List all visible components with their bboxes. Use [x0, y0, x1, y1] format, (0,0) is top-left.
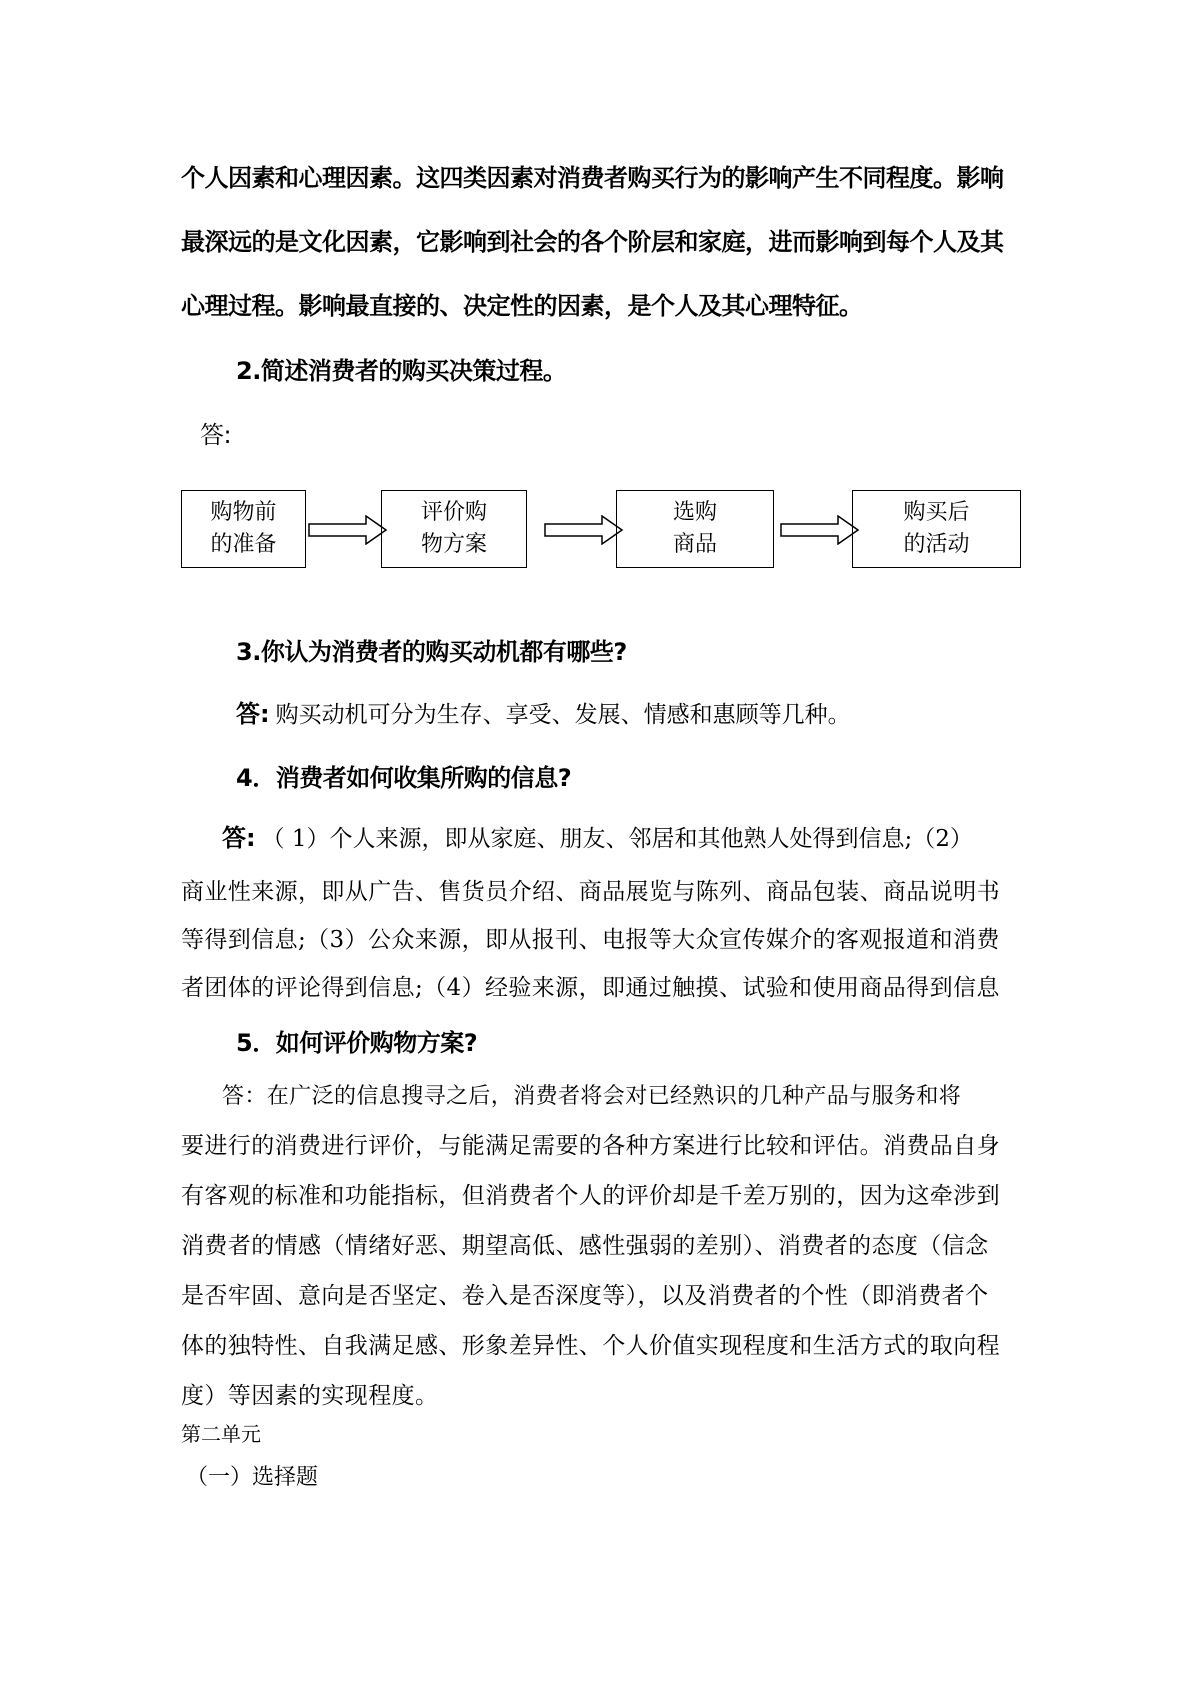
flow-step-label: 购买后 — [903, 500, 970, 525]
paragraph-line: 心理过程。影响最直接的、决定性的因素，是个人及其心理特征。 — [181, 292, 863, 320]
flow-step-label: 的活动 — [903, 532, 970, 557]
question-2-title: 2.简述消费者的购买决策过程。 — [236, 357, 567, 385]
answer-line: 度）等因素的实现程度。 — [181, 1383, 439, 1409]
flow-step-evaluate — [381, 490, 527, 568]
answer-line: 消费者的情感（情绪好恶、期望高低、感性强弱的差别）、消费者的态度（信念 — [181, 1233, 989, 1259]
answer-line: 要进行的消费进行评价，与能满足需要的各种方案进行比较和评估。消费品自身 — [181, 1133, 1000, 1159]
answer-text: （ 1）个人来源，即从家庭、朋友、邻居和其他熟人处得到信息;（2） — [261, 826, 973, 852]
unit-title: 第二单元 — [181, 1422, 261, 1446]
flow-step-label: 商品 — [672, 532, 717, 557]
answer-line: 有客观的标准和功能指标，但消费者个人的评价却是千差万别的，因为这牵涉到 — [181, 1183, 1000, 1209]
answer-line: 是否牢固、意向是否坚定、卷入是否深度等），以及消费者的个性（即消费者个 — [181, 1283, 989, 1309]
paragraph-line: 个人因素和心理因素。这四类因素对消费者购买行为的影响产生不同程度。影响 — [181, 164, 1004, 192]
flow-step-label: 物方案 — [420, 532, 487, 557]
flow-step-label: 的准备 — [210, 532, 277, 557]
section-title: （一）选择题 — [186, 1465, 319, 1490]
answer-line: 者团体的评论得到信息;（4）经验来源，即通过触摸、试验和使用商品得到信息 — [181, 975, 1000, 1001]
right-arrow-icon — [780, 515, 860, 545]
flow-step-label: 选购 — [672, 500, 717, 525]
answer-line: 体的独特性、自我满足感、形象差异性、个人价值实现程度和生活方式的取向程 — [181, 1333, 1000, 1359]
answer-text: 购买动机可分为生存、享受、发展、情感和惠顾等几种。 — [275, 702, 851, 728]
answer-label: 答: — [236, 700, 270, 728]
flow-step-label: 购物前 — [210, 500, 277, 525]
flow-step-label: 评价购 — [420, 500, 487, 525]
answer-label: 答: — [222, 824, 256, 852]
flow-step-select — [616, 490, 774, 568]
question-2-answer-label: 答: — [200, 421, 232, 449]
question-3-title: 3.你认为消费者的购买动机都有哪些? — [236, 638, 627, 666]
question-4-title: 4．消费者如何收集所购的信息? — [236, 764, 572, 792]
question-3-answer — [236, 698, 851, 731]
right-arrow-icon — [544, 515, 624, 545]
flow-step-preparation — [181, 490, 306, 568]
answer-line: 等得到信息;（3）公众来源，即从报刊、电报等大众宣传媒介的客观报道和消费 — [181, 927, 1000, 953]
answer-line: 商业性来源，即从广告、售货员介绍、商品展览与陈列、商品包装、商品说明书 — [181, 879, 1000, 905]
question-5-title: 5．如何评价购物方案? — [236, 1029, 478, 1057]
question-4-answer-first-line — [222, 822, 973, 855]
flow-step-post-purchase — [852, 490, 1021, 568]
paragraph-line: 最深远的是文化因素，它影响到社会的各个阶层和家庭，进而影响到每个人及其 — [181, 228, 1004, 256]
right-arrow-icon — [308, 515, 388, 545]
answer-line: 答：在广泛的信息搜寻之后，消费者将会对已经熟识的几种产品与服务和将 — [222, 1084, 962, 1109]
